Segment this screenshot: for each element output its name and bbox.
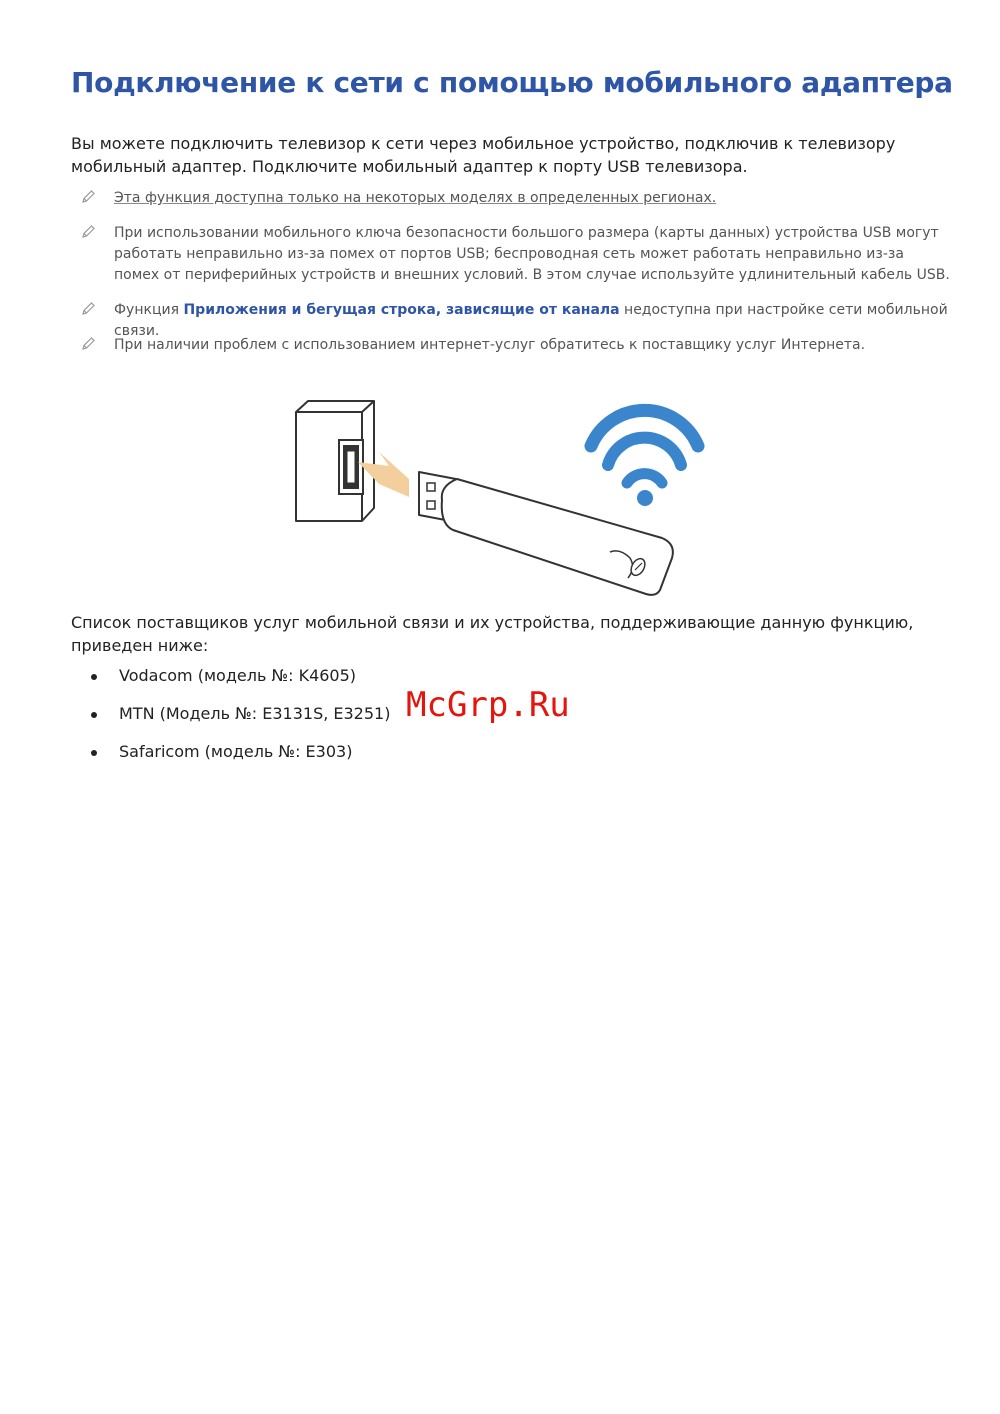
- provider-text: Vodacom (модель №: K4605): [119, 666, 357, 685]
- notes-list: [71, 188, 951, 365]
- pencil-note-icon: [80, 336, 96, 352]
- pencil-note-icon: [80, 301, 96, 317]
- bullet-icon: [91, 674, 97, 680]
- note-text: Эта функция доступна только на некоторых моделях в определенных регионах.: [114, 190, 717, 206]
- providers-list: [71, 664, 390, 778]
- provider-text: MTN (Модель №: E3131S, E3251): [119, 704, 391, 723]
- watermark: McGrp.Ru: [406, 685, 570, 725]
- note-text-before: Функция: [114, 302, 184, 318]
- usb-adapter-illustration: [290, 390, 710, 600]
- providers-intro: Список поставщиков услуг мобильной связи и их устройства, поддерживающие данную функцию, приведен ниже:: [71, 613, 914, 655]
- usb-port-icon: [296, 401, 374, 521]
- bullet-icon: [91, 712, 97, 718]
- note-3: [71, 300, 951, 339]
- list-item: [71, 664, 390, 702]
- page-title: Подключение к сети с помощью мобильного адаптера: [71, 66, 953, 99]
- wifi-icon: [591, 410, 698, 506]
- note-4: [71, 335, 951, 365]
- note-2: [71, 223, 951, 300]
- pencil-note-icon: [80, 224, 96, 240]
- list-item: [71, 740, 390, 778]
- note-text: При использовании мобильного ключа безопасности большого размера (карты данных) устройства USB могут работать неправильно из-за помех от портов USB; беспроводная сеть может работать неправильно из-за помех от периферийных устройств и внешних условий. В этом случае используйте удлинительный кабель USB.: [114, 225, 950, 283]
- pencil-note-icon: [80, 189, 96, 205]
- note-1: [71, 188, 951, 223]
- list-item: [71, 702, 390, 740]
- note-text: При наличии проблем с использованием интернет-услуг обратитесь к поставщику услуг Интернета.: [114, 337, 866, 353]
- provider-text: Safaricom (модель №: E303): [119, 742, 353, 761]
- intro-paragraph: Вы можете подключить телевизор к сети через мобильное устройство, подключив к телевизору мобильный адаптер. Подключите мобильный адаптер к порту USB телевизора.: [71, 134, 896, 176]
- bullet-icon: [91, 750, 97, 756]
- usb-modem-icon: [419, 472, 673, 595]
- channel-apps-link[interactable]: Приложения и бегущая строка, зависящие от канала: [183, 302, 620, 318]
- note-text-after: недоступна при настройке сети мобильной связи.: [114, 302, 948, 339]
